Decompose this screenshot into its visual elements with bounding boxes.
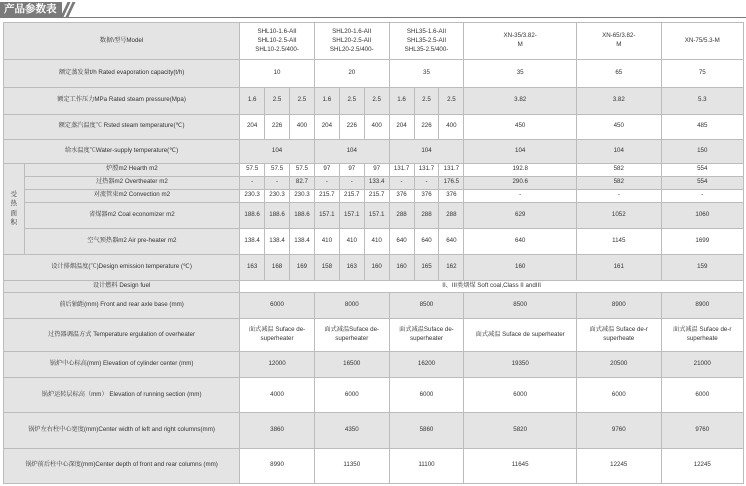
- axle_base-label: 前后轴距(mm) Front and rear axle base (mm): [4, 293, 240, 319]
- regulation-value: 面式减温 Suface de-r superheate: [577, 319, 662, 352]
- running-value: 6000: [314, 378, 389, 413]
- axle_base-value: 8900: [661, 293, 743, 319]
- table-row: [4, 60, 744, 88]
- regulation-value: 面式减温 Suface de-r superheate: [661, 319, 743, 352]
- economizer-value: 288: [439, 202, 464, 228]
- economizer-value: 157.1: [364, 202, 389, 228]
- steam_temp-value: 226: [265, 114, 290, 139]
- air_preheater-value: 138.4: [240, 228, 265, 254]
- hearth-label: 炉膛m2 Hearth m2: [24, 163, 240, 176]
- pressure-value: 5.3: [661, 88, 743, 114]
- fuel-label: 设计燃料 Design fuel: [4, 281, 240, 293]
- table-row: [4, 319, 744, 352]
- hearth-value: 97: [364, 163, 389, 176]
- model-name-line: XN-65/3.82-: [602, 32, 636, 40]
- convection-value: 376: [414, 189, 439, 202]
- regulation-label: 过热器调温方式 Temperature ergulation of overheater: [4, 319, 240, 352]
- pressure-value: 1.6: [314, 88, 339, 114]
- steam_temp-value: 204: [240, 114, 265, 139]
- table-row: [4, 114, 744, 139]
- water_temp-value: 104: [577, 139, 662, 163]
- running-value: 6000: [661, 378, 743, 413]
- cylinder-value: 20500: [577, 351, 662, 377]
- depth-value: 12245: [577, 448, 662, 483]
- model-name-line: SHL35-2.5-AII: [406, 36, 447, 44]
- model-name-line: SHL10-2.5/400-: [255, 45, 299, 53]
- steam_temp-value: 450: [464, 114, 577, 139]
- hearth-value: 57.5: [290, 163, 315, 176]
- hearth-value: 57.5: [240, 163, 265, 176]
- width-value: 9760: [577, 412, 662, 448]
- emission_temp-value: 159: [661, 255, 743, 281]
- overheater-value: 133.4: [364, 176, 389, 189]
- steam_temp-value: 400: [290, 114, 315, 139]
- cylinder-value: 16200: [389, 351, 464, 377]
- convection-value: -: [661, 189, 743, 202]
- overheater-value: 82.7: [290, 176, 315, 189]
- emission_temp-value: 160: [464, 255, 577, 281]
- steam_temp-value: 204: [389, 114, 414, 139]
- economizer-value: 629: [464, 202, 577, 228]
- model-name-line: SHL20-1.6-AII: [332, 27, 372, 35]
- steam_temp-value: 400: [439, 114, 464, 139]
- model-name-line: SHL20-2.5/400-: [329, 45, 374, 53]
- axle_base-value: 8000: [314, 293, 389, 319]
- water_temp-value: 104: [389, 139, 464, 163]
- convection-value: 230.3: [240, 189, 265, 202]
- cylinder-value: 19350: [464, 351, 577, 377]
- economizer-value: 188.6: [290, 202, 315, 228]
- model-name-line: SHL10-1.6-AII: [257, 27, 297, 35]
- air_preheater-value: 410: [364, 228, 389, 254]
- model-name-line: XN-75/5.3-M: [684, 36, 720, 44]
- table-row: [4, 176, 744, 189]
- air_preheater-value: 138.4: [265, 228, 290, 254]
- table-row: [4, 293, 744, 319]
- model-name-line: SHL35-2.5/400-: [404, 45, 449, 53]
- table-row: [4, 378, 744, 413]
- overheater-value: 290.6: [464, 176, 577, 189]
- hearth-value: 554: [661, 163, 743, 176]
- evaporation-value: 35: [389, 60, 464, 88]
- table-row: [4, 351, 744, 377]
- steam_temp-value: 226: [414, 114, 439, 139]
- air_preheater-value: 1699: [661, 228, 743, 254]
- economizer-value: 1060: [661, 202, 743, 228]
- emission_temp-value: 168: [265, 255, 290, 281]
- model-header-5: [577, 23, 662, 60]
- header-param-label: 数据\型号Model: [4, 23, 240, 60]
- hearth-value: 57.5: [265, 163, 290, 176]
- pressure-value: 2.5: [364, 88, 389, 114]
- economizer-value: 1052: [577, 202, 662, 228]
- economizer-value: 188.6: [240, 202, 265, 228]
- emission_temp-label: 设计排烟温度(℃)Design emission temperature (℃): [4, 255, 240, 281]
- air_preheater-label: 空气预热器m2 Air pre-heater m2: [24, 228, 240, 254]
- width-value: 5820: [464, 412, 577, 448]
- water_temp-value: 104: [464, 139, 577, 163]
- heating-surface-label: 受 热 面 积: [4, 163, 25, 254]
- economizer-label: 省煤器m2 Coal economizer m2: [24, 202, 240, 228]
- convection-value: 215.7: [314, 189, 339, 202]
- overheater-value: 176.5: [439, 176, 464, 189]
- air_preheater-value: 640: [439, 228, 464, 254]
- pressure-value: 1.6: [389, 88, 414, 114]
- evaporation-value: 10: [240, 60, 315, 88]
- regulation-value: 面式减温 Suface de superheater: [464, 319, 577, 352]
- running-value: 4000: [240, 378, 315, 413]
- air_preheater-value: 640: [464, 228, 577, 254]
- economizer-value: 157.1: [314, 202, 339, 228]
- pressure-value: 3.82: [464, 88, 577, 114]
- model-header-4: [464, 23, 577, 60]
- economizer-value: 157.1: [339, 202, 364, 228]
- pressure-value: 2.5: [414, 88, 439, 114]
- model-header-3: [389, 23, 464, 60]
- cylinder-value: 16500: [314, 351, 389, 377]
- model-header-1: [240, 23, 315, 60]
- running-value: 6000: [464, 378, 577, 413]
- table-row: [4, 255, 744, 281]
- table-row: [4, 88, 744, 114]
- evaporation-value: 75: [661, 60, 743, 88]
- economizer-value: 288: [414, 202, 439, 228]
- depth-value: 11350: [314, 448, 389, 483]
- model-name-line: SHL10-2.5-AII: [257, 36, 297, 44]
- width-value: 4350: [314, 412, 389, 448]
- steam_temp-value: 400: [364, 114, 389, 139]
- steam_temp-label: 额定蒸汽温度℃ Rsted steam temperature(℃): [4, 114, 240, 139]
- hearth-value: 582: [577, 163, 662, 176]
- overheater-label: 过热器m2 Overtheater m2: [24, 176, 240, 189]
- overheater-value: 582: [577, 176, 662, 189]
- title-underline: [0, 17, 746, 18]
- axle_base-value: 6000: [240, 293, 315, 319]
- hearth-value: 97: [339, 163, 364, 176]
- model-header-2: [314, 23, 389, 60]
- water_temp-value: 104: [240, 139, 315, 163]
- hearth-value: 131.7: [414, 163, 439, 176]
- convection-value: -: [464, 189, 577, 202]
- water_temp-value: 104: [314, 139, 389, 163]
- emission_temp-value: 165: [414, 255, 439, 281]
- air_preheater-value: 640: [389, 228, 414, 254]
- hearth-value: 131.7: [439, 163, 464, 176]
- steam_temp-value: 226: [339, 114, 364, 139]
- emission_temp-value: 163: [240, 255, 265, 281]
- table-row: [4, 23, 744, 60]
- spec-table: [3, 22, 744, 484]
- steam_temp-value: 485: [661, 114, 743, 139]
- emission_temp-value: 158: [314, 255, 339, 281]
- title-bar: [0, 0, 746, 20]
- model-name-line: M: [616, 41, 622, 49]
- table-row: [4, 412, 744, 448]
- table-row: [4, 139, 744, 163]
- evaporation-value: 35: [464, 60, 577, 88]
- regulation-value: 面式减温Suface de-superheater: [314, 319, 389, 352]
- convection-value: 215.7: [339, 189, 364, 202]
- overheater-value: -: [240, 176, 265, 189]
- cylinder-value: 12000: [240, 351, 315, 377]
- hearth-value: 131.7: [389, 163, 414, 176]
- running-value: 6000: [577, 378, 662, 413]
- model-name-line: XN-35/3.82-: [503, 32, 537, 40]
- air_preheater-value: 410: [339, 228, 364, 254]
- regulation-value: 面式减温Suface de-superheater: [389, 319, 464, 352]
- hearth-value: 192.8: [464, 163, 577, 176]
- table-row: [4, 163, 744, 176]
- pressure-value: 1.6: [240, 88, 265, 114]
- axle_base-value: 8500: [464, 293, 577, 319]
- air_preheater-value: 1145: [577, 228, 662, 254]
- pressure-value: 2.5: [339, 88, 364, 114]
- water_temp-value: 150: [661, 139, 743, 163]
- emission_temp-value: 169: [290, 255, 315, 281]
- evaporation-value: 20: [314, 60, 389, 88]
- evaporation-label: 额定蒸发量t/h Rated evaporation capacity(t/h): [4, 60, 240, 88]
- table-row: [4, 189, 744, 202]
- overheater-value: -: [414, 176, 439, 189]
- table-row: [4, 448, 744, 483]
- air_preheater-value: 640: [414, 228, 439, 254]
- pressure-value: 3.82: [577, 88, 662, 114]
- convection-value: 230.3: [265, 189, 290, 202]
- fuel-value: II、III类烟煤 Soft coal,Class II andIII: [240, 281, 744, 293]
- overheater-value: -: [314, 176, 339, 189]
- table-row: [4, 228, 744, 254]
- cylinder-value: 21000: [661, 351, 743, 377]
- width-value: 3860: [240, 412, 315, 448]
- depth-value: 12245: [661, 448, 743, 483]
- depth-label: 锅炉前后柱中心深度(mm)Center depth of front and rear columns (mm): [4, 448, 240, 483]
- width-label: 锅炉左右柱中心宽度(mm)Center width of left and right columns(mm): [4, 412, 240, 448]
- convection-label: 对流管束m2 Convection m2: [24, 189, 240, 202]
- water_temp-label: 给水温度℃Water-supply temperature(℃): [4, 139, 240, 163]
- cylinder-label: 锅炉中心标高(mm) Elevation of cylinder center (mm): [4, 351, 240, 377]
- model-name-line: SHL35-1.6-AII: [406, 27, 447, 35]
- overheater-value: -: [389, 176, 414, 189]
- table-row: [4, 202, 744, 228]
- emission_temp-value: 163: [339, 255, 364, 281]
- width-value: 9760: [661, 412, 743, 448]
- table-row: [4, 281, 744, 293]
- depth-value: 11100: [389, 448, 464, 483]
- pressure-value: 2.5: [290, 88, 315, 114]
- width-value: 5860: [389, 412, 464, 448]
- overheater-value: 554: [661, 176, 743, 189]
- emission_temp-value: 161: [577, 255, 662, 281]
- pressure-value: 2.5: [265, 88, 290, 114]
- economizer-value: 288: [389, 202, 414, 228]
- model-name-line: M: [517, 41, 523, 49]
- convection-value: 376: [389, 189, 414, 202]
- economizer-value: 188.6: [265, 202, 290, 228]
- emission_temp-value: 160: [364, 255, 389, 281]
- pressure-label: 额定工作压力MPa Rated steam pressure(Mpa): [4, 88, 240, 114]
- convection-value: 376: [439, 189, 464, 202]
- running-value: 6000: [389, 378, 464, 413]
- air_preheater-value: 138.4: [290, 228, 315, 254]
- axle_base-value: 8900: [577, 293, 662, 319]
- convection-value: -: [577, 189, 662, 202]
- convection-value: 215.7: [364, 189, 389, 202]
- overheater-value: -: [265, 176, 290, 189]
- steam_temp-value: 204: [314, 114, 339, 139]
- steam_temp-value: 450: [577, 114, 662, 139]
- depth-value: 11645: [464, 448, 577, 483]
- air_preheater-value: 410: [314, 228, 339, 254]
- depth-value: 8990: [240, 448, 315, 483]
- pressure-value: 2.5: [439, 88, 464, 114]
- regulation-value: 面式减温 Suface de-superheater: [240, 319, 315, 352]
- axle_base-value: 8500: [389, 293, 464, 319]
- section-title: 产品参数表: [0, 2, 62, 17]
- model-header-6: [661, 23, 743, 60]
- overheater-value: -: [339, 176, 364, 189]
- model-name-line: SHL20-2.5-AII: [332, 36, 372, 44]
- convection-value: 230.3: [290, 189, 315, 202]
- hearth-value: 97: [314, 163, 339, 176]
- emission_temp-value: 160: [389, 255, 414, 281]
- evaporation-value: 65: [577, 60, 662, 88]
- running-label: 锅炉运转层标高（mm） Elevation of running section (mm): [4, 378, 240, 413]
- emission_temp-value: 162: [439, 255, 464, 281]
